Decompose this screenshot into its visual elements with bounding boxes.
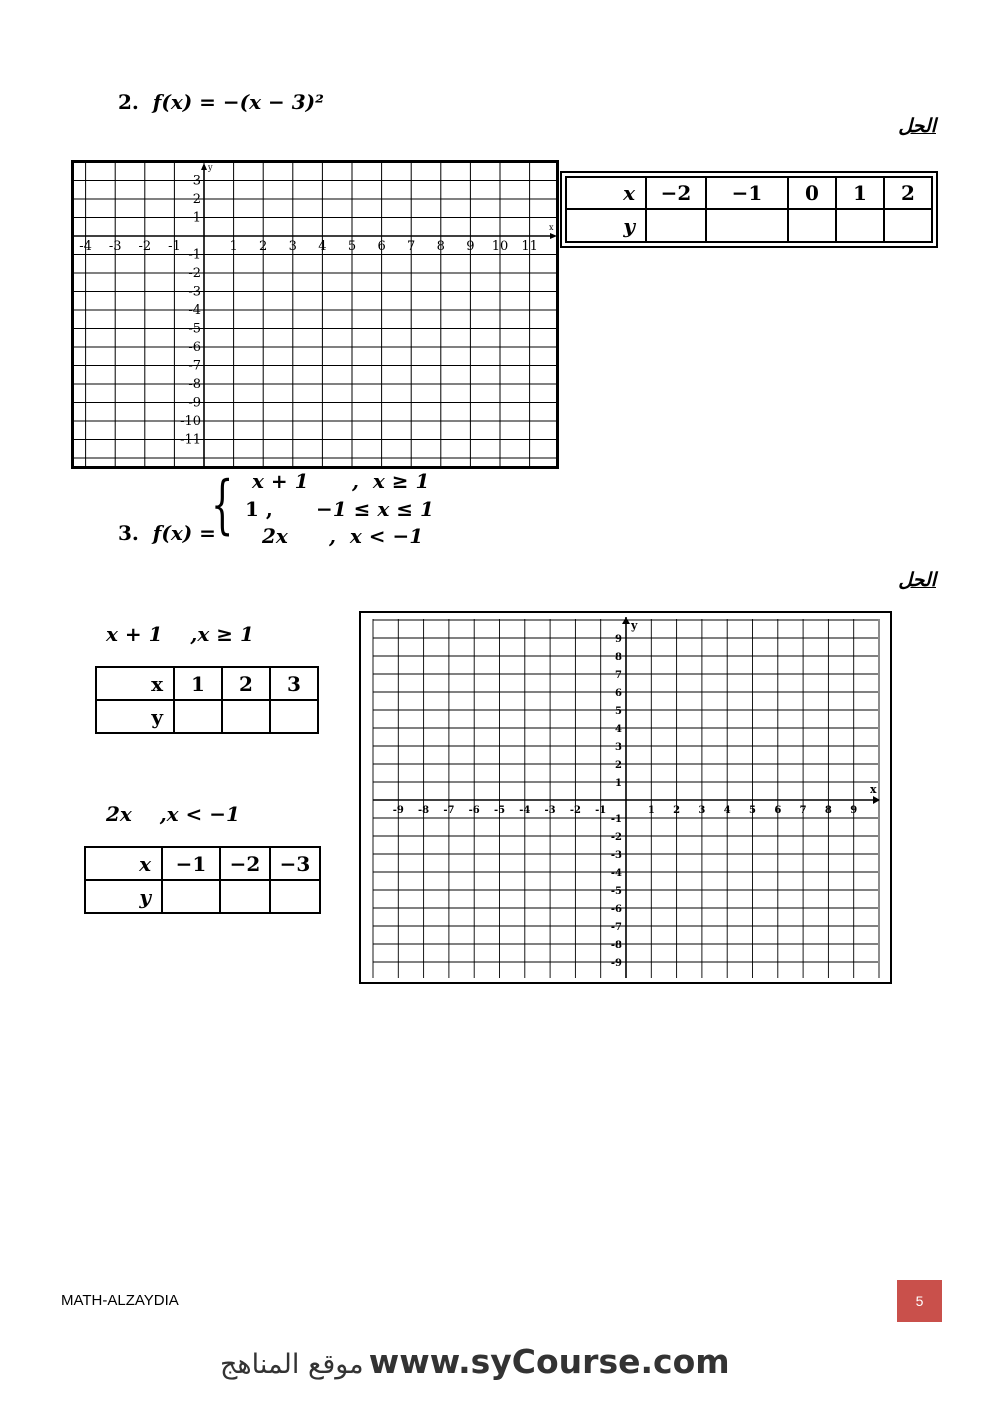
table-cell-empty[interactable] bbox=[162, 880, 220, 913]
x-tick-label: -4 bbox=[79, 239, 92, 254]
table-cell-empty[interactable] bbox=[222, 700, 270, 733]
table-cell-empty[interactable] bbox=[646, 209, 706, 242]
table-x-header: x bbox=[85, 847, 162, 880]
table-cell: 0 bbox=[788, 177, 836, 209]
x-tick-label: -2 bbox=[138, 239, 152, 254]
y-tick-label: -7 bbox=[610, 922, 622, 933]
part1-value-table bbox=[95, 666, 319, 734]
x-tick-label: 7 bbox=[799, 805, 807, 816]
part2-value-table bbox=[84, 846, 321, 914]
y-tick-label: 4 bbox=[615, 724, 622, 735]
x-tick-label: -7 bbox=[443, 805, 455, 816]
table-cell: 1 bbox=[836, 177, 884, 209]
problem2-formula: f(x) = −(x − 3)² bbox=[152, 90, 324, 114]
y-tick-label: -3 bbox=[188, 284, 201, 300]
x-tick-label: 5 bbox=[347, 239, 357, 254]
table-cell-empty[interactable] bbox=[836, 209, 884, 242]
table-y-header: y bbox=[96, 700, 174, 733]
x-tick-label: 4 bbox=[723, 805, 731, 816]
problem2-equation bbox=[104, 66, 324, 114]
x-tick-label: 3 bbox=[288, 239, 297, 254]
y-tick-label: 2 bbox=[615, 760, 622, 771]
problem2-solution-label: الحل bbox=[898, 115, 936, 137]
watermark bbox=[220, 1342, 780, 1392]
case-3-cond: , x < −1 bbox=[329, 524, 424, 548]
table-cell: 2 bbox=[222, 667, 270, 700]
x-tick-label: -3 bbox=[108, 239, 122, 254]
y-tick-label: -2 bbox=[610, 832, 622, 843]
x-tick-label: 2 bbox=[673, 805, 681, 816]
x-tick-label: 3 bbox=[698, 805, 706, 816]
y-tick-label: 6 bbox=[615, 688, 622, 699]
watermark-arabic: موقع المناهج bbox=[220, 1349, 364, 1380]
y-tick-label: -9 bbox=[188, 395, 201, 411]
x-tick-label: 5 bbox=[749, 805, 756, 816]
y-tick-label: -6 bbox=[610, 904, 622, 915]
y-tick-label: 1 bbox=[192, 210, 201, 226]
y-tick-label: -5 bbox=[188, 321, 201, 337]
problem3-label bbox=[104, 497, 216, 545]
y-tick-label: -1 bbox=[188, 247, 201, 263]
y-tick-label: -2 bbox=[188, 266, 201, 281]
problem2-graph-grid bbox=[71, 160, 559, 469]
piecewise-brace: { bbox=[211, 468, 234, 542]
x-tick-label: 11 bbox=[521, 239, 538, 254]
x-tick-label: 8 bbox=[824, 805, 832, 816]
footer-author: MATH-ALZAYDIA bbox=[61, 1292, 179, 1309]
x-tick-label: 1 bbox=[647, 805, 655, 816]
table-cell: 1 bbox=[174, 667, 222, 700]
table-x-header: x bbox=[96, 667, 174, 700]
x-tick-label: -1 bbox=[168, 239, 181, 254]
case-2-cond: −1 ≤ x ≤ 1 bbox=[316, 497, 434, 521]
y-tick-label: 1 bbox=[615, 778, 622, 789]
y-tick-label: 7 bbox=[615, 670, 622, 681]
y-tick-label: -4 bbox=[610, 868, 622, 879]
y-tick-label: -4 bbox=[188, 303, 201, 318]
y-axis-label: y bbox=[208, 163, 213, 172]
case-3-expr: 2x bbox=[262, 524, 288, 548]
x-tick-label: -5 bbox=[493, 805, 506, 816]
x-tick-label: 2 bbox=[259, 239, 268, 254]
x-tick-label: 10 bbox=[491, 239, 509, 254]
case-1-expr: x + 1 bbox=[252, 469, 309, 493]
y-tick-label: -1 bbox=[610, 814, 622, 825]
y-tick-label: -8 bbox=[610, 940, 622, 951]
x-tick-label: -2 bbox=[569, 805, 581, 816]
table-x-header: x bbox=[566, 177, 646, 209]
x-axis-label: x bbox=[870, 783, 877, 796]
table-cell-empty[interactable] bbox=[270, 880, 320, 913]
watermark-url[interactable]: www.syCourse.com bbox=[368, 1342, 730, 1381]
x-tick-label: -8 bbox=[418, 805, 430, 816]
x-tick-label: 6 bbox=[377, 239, 386, 254]
x-tick-label: 9 bbox=[466, 239, 475, 254]
y-tick-label: -8 bbox=[188, 377, 201, 392]
x-tick-label: 7 bbox=[407, 239, 416, 254]
page-number-badge: 5 bbox=[897, 1280, 942, 1322]
y-axis-label: y bbox=[631, 619, 638, 632]
y-tick-label: 8 bbox=[615, 652, 622, 663]
problem3-number: 3. bbox=[117, 521, 139, 545]
x-tick-label: 9 bbox=[850, 805, 858, 816]
x-tick-label: -1 bbox=[595, 805, 607, 816]
problem2-value-table bbox=[565, 176, 933, 243]
y-tick-label: 3 bbox=[615, 742, 622, 753]
table-cell-empty[interactable] bbox=[788, 209, 836, 242]
x-tick-label: 1 bbox=[229, 239, 238, 254]
table-cell-empty[interactable] bbox=[706, 209, 788, 242]
table-cell: 2 bbox=[884, 177, 932, 209]
table-cell: −1 bbox=[162, 847, 220, 880]
table-y-header: y bbox=[85, 880, 162, 913]
table-cell-empty[interactable] bbox=[220, 880, 270, 913]
y-tick-label: -9 bbox=[610, 958, 622, 969]
part2-heading: 2x ,x < −1 bbox=[106, 802, 240, 826]
y-tick-label: -3 bbox=[610, 850, 622, 861]
y-tick-label: -6 bbox=[188, 340, 201, 355]
part1-heading: x + 1 ,x ≥ 1 bbox=[106, 622, 254, 646]
x-tick-label: 8 bbox=[436, 239, 445, 254]
case-2-expr: 1 , bbox=[245, 497, 273, 521]
table-cell: 3 bbox=[270, 667, 318, 700]
y-tick-label: -11 bbox=[180, 432, 201, 448]
table-cell-empty[interactable] bbox=[884, 209, 932, 242]
table-y-header: y bbox=[566, 209, 646, 242]
y-tick-label: 3 bbox=[192, 173, 201, 189]
x-tick-label: -6 bbox=[468, 805, 480, 816]
x-tick-label: 6 bbox=[774, 805, 782, 816]
problem3-lhs: f(x) = bbox=[152, 521, 216, 545]
x-axis-label: x bbox=[549, 223, 554, 232]
problem3-solution-label: الحل bbox=[898, 569, 936, 591]
table-cell: −1 bbox=[706, 177, 788, 209]
case-1-cond: , x ≥ 1 bbox=[352, 469, 430, 493]
x-tick-label: -3 bbox=[544, 805, 556, 816]
table-cell: −2 bbox=[646, 177, 706, 209]
table-cell: −3 bbox=[270, 847, 320, 880]
x-tick-label: 4 bbox=[318, 239, 327, 254]
x-tick-label: -9 bbox=[392, 805, 404, 816]
y-tick-label: -7 bbox=[188, 358, 201, 374]
y-tick-label: -10 bbox=[180, 414, 201, 429]
x-tick-label: -4 bbox=[519, 805, 531, 816]
y-tick-label: 9 bbox=[615, 634, 622, 645]
table-cell: −2 bbox=[220, 847, 270, 880]
problem3-graph-grid bbox=[359, 611, 892, 984]
table-cell-empty[interactable] bbox=[270, 700, 318, 733]
y-tick-label: 5 bbox=[615, 706, 622, 717]
y-tick-label: 2 bbox=[192, 192, 201, 207]
table-cell-empty[interactable] bbox=[174, 700, 222, 733]
problem2-number: 2. bbox=[117, 90, 139, 114]
y-tick-label: -5 bbox=[610, 886, 622, 897]
